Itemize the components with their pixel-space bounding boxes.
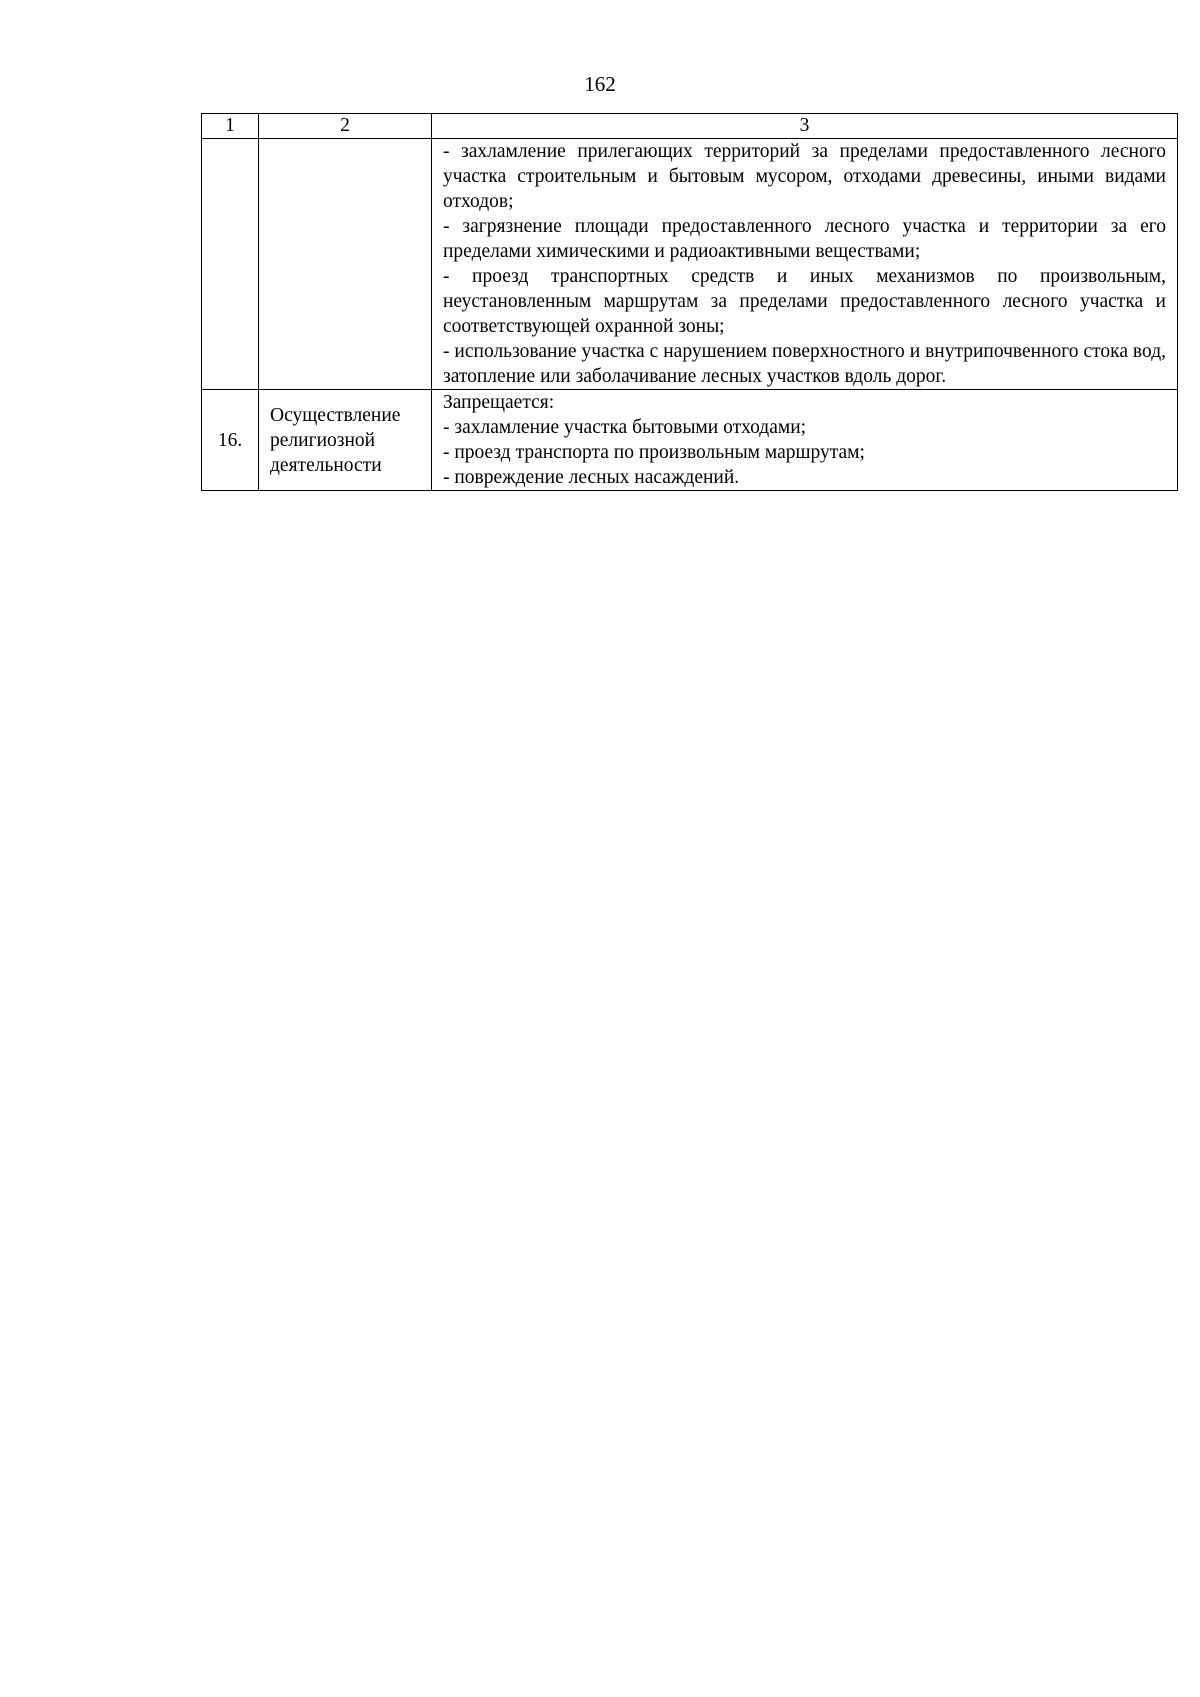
restriction-heading: Запрещается: xyxy=(443,392,555,413)
restriction-item: - проезд транспортных средств и иных механизмов по произвольным, неустановленным маршрутам за пределами предоставленного лесного участка и соответствующей охранной зоны; xyxy=(443,266,1166,337)
row-number xyxy=(202,139,259,390)
restriction-item: - захламление участка бытовыми отходами; xyxy=(443,417,807,438)
restrictions-text xyxy=(432,139,1178,390)
regulations-table xyxy=(201,113,1178,491)
page-number: 162 xyxy=(584,72,616,96)
restrictions-text xyxy=(432,390,1178,491)
activity-name-line: деятельности xyxy=(270,454,382,476)
restriction-item: - использование участка с нарушением поверхностного и внутрипочвенного стока вод, затопление или заболачивание лесных участков вдоль дорог. xyxy=(443,341,1166,387)
activity-name xyxy=(259,390,432,491)
column-header-activity: 2 xyxy=(259,114,432,139)
column-header-number: 1 xyxy=(202,114,259,139)
restriction-item: - проезд транспорта по произвольным маршрутам; xyxy=(443,442,865,463)
table-header-row xyxy=(202,114,1178,139)
column-header-restrictions: 3 xyxy=(432,114,1178,139)
activity-name xyxy=(259,139,432,390)
restriction-item: - повреждение лесных насаждений. xyxy=(443,467,740,488)
activity-name-line: религиозной xyxy=(270,429,376,451)
row-number: 16. xyxy=(202,390,259,491)
table-row xyxy=(202,390,1178,491)
restriction-item: - загрязнение площади предоставленного лесного участка и территории за его пределами химическими и радиоактивными веществами; xyxy=(443,216,1166,262)
activity-name-line: Осуществление xyxy=(270,404,401,426)
table-row xyxy=(202,139,1178,390)
restriction-item: - захламление прилегающих территорий за пределами предоставленного лесного участка строительным и бытовым мусором, отходами древесины, иными видами отходов; xyxy=(443,141,1166,212)
